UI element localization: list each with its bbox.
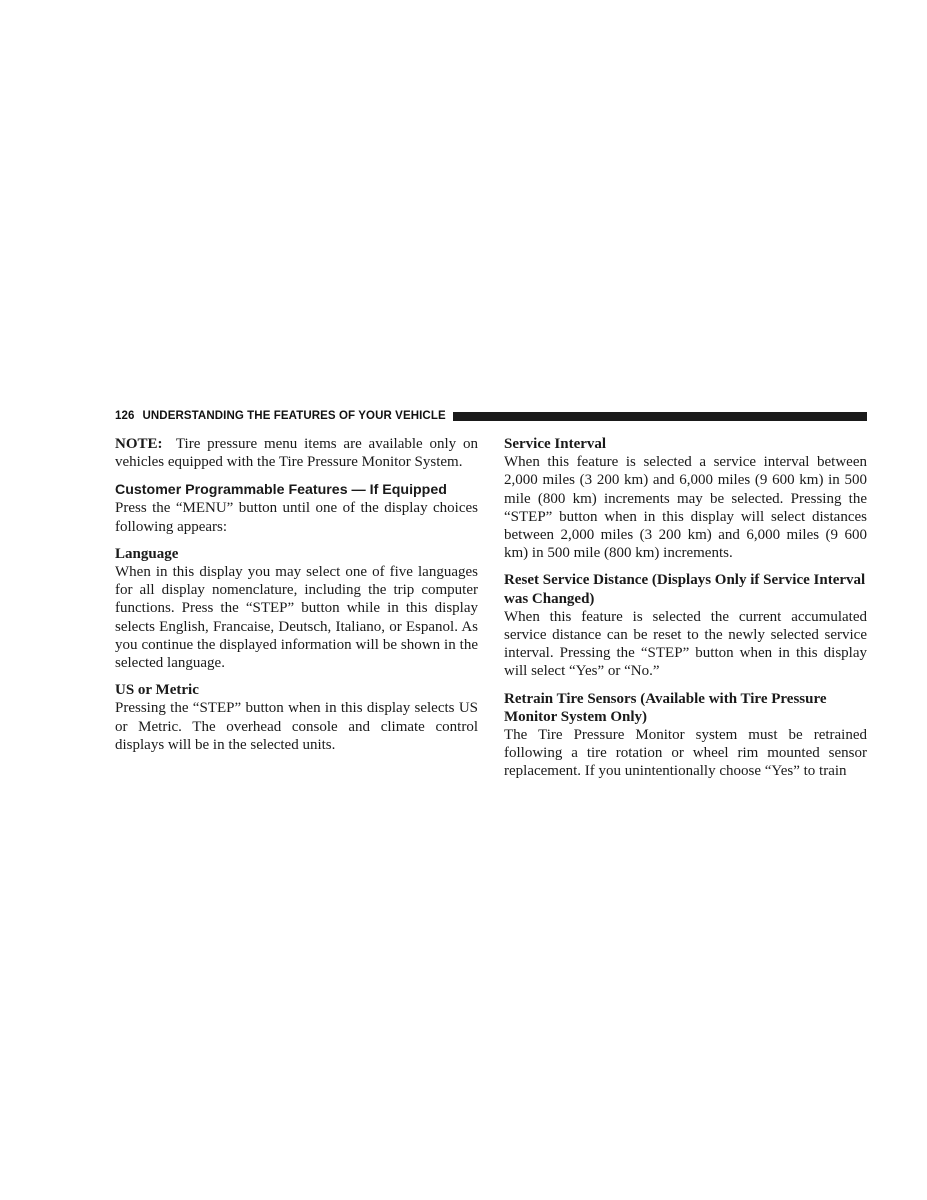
service-interval-heading: Service Interval — [504, 436, 607, 452]
header-rule — [453, 412, 867, 421]
running-title: UNDERSTANDING THE FEATURES OF YOUR VEHICLE — [142, 410, 446, 422]
reset-service-text: When this feature is selected the current accumulated service distance can be reset to the newly selected service interval. Pressing the “STEP” button when in this display will select “Yes” or “No.” — [504, 608, 867, 680]
left-column — [115, 435, 478, 754]
right-column — [504, 435, 867, 781]
section-heading: Customer Programmable Features — If Equipped — [115, 482, 447, 499]
retrain-sensors-text: The Tire Pressure Monitor system must be retrained following a tire rotation or wheel rim mounted sensor replacement. If you unintentionally choose “Yes” to train — [504, 727, 867, 780]
language-heading: Language — [115, 545, 179, 562]
units-text: Pressing the “STEP” button when in this display selects US or Metric. The overhead console and climate control displays will be in the selected units. — [115, 700, 478, 753]
note-paragraph — [115, 435, 478, 471]
reset-service-heading: Reset Service Distance (Displays Only if Service Interval was Changed) — [504, 572, 866, 607]
page-number: 126 — [115, 410, 135, 422]
note-text: Tire pressure menu items are available only on vehicles equipped with the Tire Pressure Monitor System. — [115, 436, 478, 471]
retrain-sensors-heading: Retrain Tire Sensors (Available with Tire Pressure Monitor System Only) — [504, 690, 827, 725]
service-interval-text: When this feature is selected a service interval between 2,000 miles (3 200 km) and 6,000 miles (9 600 km) in 500 mile (800 km) increments may be selected. Pressing the “STEP” button when in this display will select distances between 2,000 miles (3 200 km) and 6,000 miles (9 600 km) in 500 mile (800 km) increments. — [504, 454, 867, 562]
section-intro: Press the “MENU” button until one of the display choices following appears: — [115, 500, 478, 535]
page-header — [115, 408, 867, 424]
note-label: NOTE: — [115, 436, 163, 452]
language-text: When in this display you may select one of five languages for all display nomenclature, including the trip computer functions. Press the “STEP” button while in this display selects English, Francaise, Deutsch, Italiano, or Espanol. As you continue the displayed information will be shown in the selected language. — [115, 564, 478, 672]
units-heading: US or Metric — [115, 682, 199, 699]
